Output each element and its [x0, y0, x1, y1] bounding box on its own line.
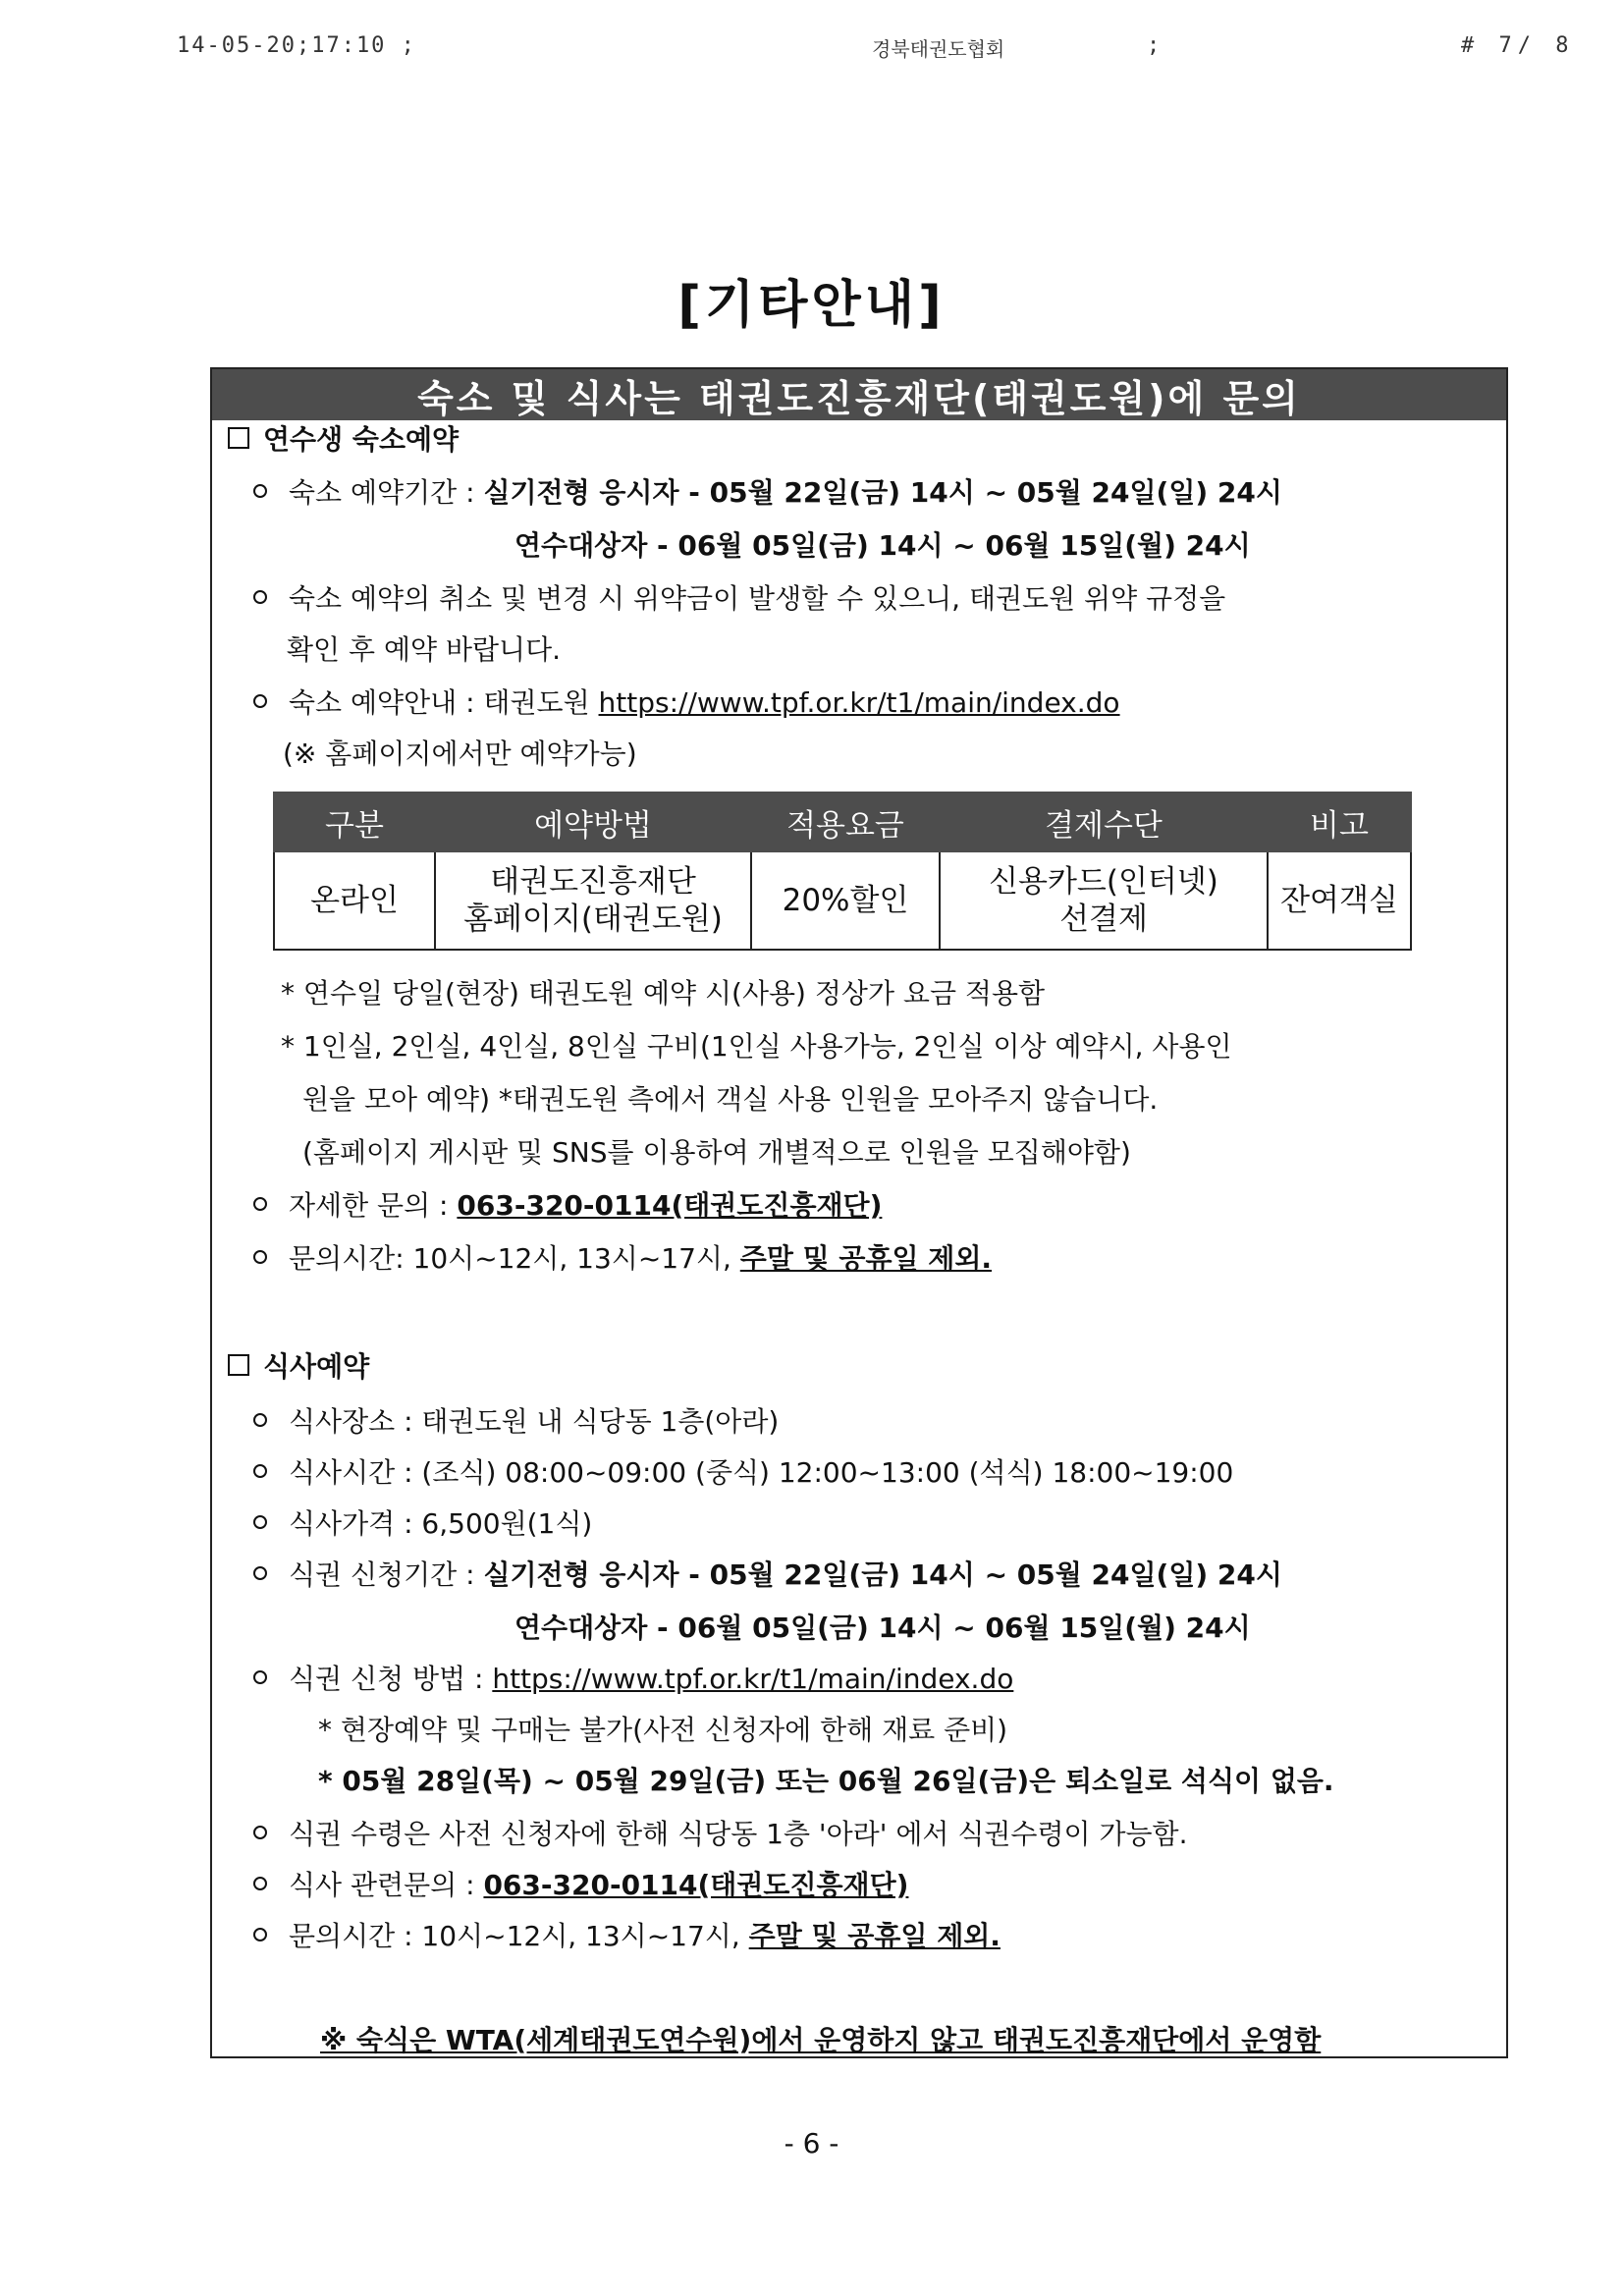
lodging-note-1: * 연수일 당일(현장) 태권도원 예약 시(사용) 정상가 요금 적용함 — [281, 977, 1046, 1010]
meal-period-label: 식권 신청기간 : — [289, 1558, 484, 1591]
meal-price-text: 식사가격 : 6,500원(1식) — [289, 1507, 593, 1540]
lodging-period-label: 숙소 예약기간 : — [289, 476, 484, 509]
table-header: 구분 — [274, 793, 435, 851]
meal-heading — [228, 1345, 369, 1385]
lodging-cancel-2: 확인 후 예약 바랍니다. — [287, 633, 562, 666]
fax-timestamp: 14-05-20;17:10 ; — [177, 33, 416, 58]
meal-hours-label: 문의시간 : 10시~12시, 13시~17시, — [289, 1920, 749, 1952]
fax-separator: ; — [1147, 33, 1161, 58]
table-header: 비고 — [1268, 793, 1411, 851]
meal-time — [253, 1451, 1233, 1491]
table-row — [274, 851, 1411, 950]
meal-contact — [253, 1864, 908, 1903]
box-header: 숙소 및 식사는 태권도진흥재단(태권도원)에 문의 — [212, 369, 1506, 420]
lodging-hours-label: 문의시간: 10시~12시, 13시~17시, — [289, 1242, 740, 1275]
fax-sender: 경북태권도협회 — [872, 37, 1005, 61]
table-cell: 20%할인 — [751, 851, 940, 950]
table-cell: 신용카드(인터넷) 선결제 — [940, 851, 1268, 950]
meal-contact-label: 식사 관련문의 : — [289, 1869, 484, 1901]
table-header: 적용요금 — [751, 793, 940, 851]
meal-period — [253, 1554, 1282, 1593]
meal-time-text: 식사시간 : (조식) 08:00~09:00 (중식) 12:00~13:00 (석식) 18:00~19:00 — [289, 1456, 1234, 1489]
bullet-icon — [253, 484, 267, 498]
meal-reservation-link[interactable]: https://www.tpf.or.kr/t1/main/index.do — [492, 1663, 1014, 1695]
lodging-note-4: (홈페이지 게시판 및 SNS를 이용하여 개별적으로 인원을 모집해야함) — [302, 1136, 1131, 1169]
checkbox-icon — [228, 1354, 249, 1376]
lodging-period — [253, 471, 1282, 511]
fax-page-count: # 7/ 8 — [1461, 33, 1575, 58]
lodging-info-note: (※ 홈페이지에서만 예약가능) — [283, 738, 637, 770]
meal-place-text: 식사장소 : 태권도원 내 식당동 1층(아라) — [289, 1405, 780, 1438]
lodging-hours-except: 주말 및 공휴일 제외. — [739, 1242, 993, 1275]
lodging-info — [253, 682, 1120, 721]
bullet-icon — [253, 1928, 267, 1941]
meal-hours — [253, 1915, 1001, 1954]
meal-place — [253, 1400, 779, 1440]
bullet-icon — [253, 1566, 267, 1580]
lodging-period-1: 실기전형 응시자 - 05월 22일(금) 14시 ~ 05월 24일(일) 24시 — [483, 476, 1282, 509]
meal-method-label: 식권 신청 방법 : — [289, 1663, 493, 1695]
lodging-note-3: 원을 모아 예약) *태권도원 측에서 객실 사용 인원을 모아주지 않습니다. — [302, 1083, 1159, 1116]
lodging-cancel — [253, 577, 1225, 617]
lodging-contact-label: 자세한 문의 : — [289, 1189, 458, 1222]
bullet-icon — [253, 1515, 267, 1529]
meal-period-2: 연수대상자 - 06월 05일(금) 14시 ~ 06월 15일(월) 24시 — [514, 1612, 1251, 1644]
page-number: - 6 - — [784, 2127, 839, 2159]
footer-note: ※ 숙식은 WTA(세계태권도연수원)에서 운영하지 않고 태권도진흥재단에서 운영함 — [320, 2024, 1322, 2056]
bullet-icon — [253, 1877, 267, 1890]
lodging-note-2: * 1인실, 2인실, 4인실, 8인실 구비(1인실 사용가능, 2인실 이상 예약시, 사용인 — [281, 1030, 1232, 1063]
lodging-contact — [253, 1184, 882, 1224]
meal-contact-value: 063-320-0114(태권도진흥재단) — [483, 1869, 909, 1901]
meal-note-2: * 05월 28일(목) ~ 05월 29일(금) 또는 06월 26일(금)은 퇴소일로 석식이 없음. — [318, 1765, 1334, 1797]
table-cell: 온라인 — [274, 851, 435, 950]
bullet-icon — [253, 1197, 267, 1211]
lodging-reservation-link[interactable]: https://www.tpf.or.kr/t1/main/index.do — [598, 686, 1120, 719]
table-cell: 태권도진흥재단 홈페이지(태권도원) — [435, 851, 751, 950]
meal-heading-text: 식사예약 — [263, 1350, 370, 1383]
table-header: 결제수단 — [940, 793, 1268, 851]
table-header: 예약방법 — [435, 793, 751, 851]
lodging-contact-value: 063-320-0114(태권도진흥재단) — [457, 1189, 883, 1222]
meal-method — [253, 1658, 1013, 1697]
lodging-hours — [253, 1237, 992, 1277]
table-cell: 잔여객실 — [1268, 851, 1411, 950]
lodging-heading — [228, 418, 459, 458]
meal-period-1: 실기전형 응시자 - 05월 22일(금) 14시 ~ 05월 24일(일) 24시 — [483, 1558, 1282, 1591]
bullet-icon — [253, 1826, 267, 1839]
page-title: [기타안내] — [677, 276, 946, 335]
lodging-cancel-1: 숙소 예약의 취소 및 변경 시 위약금이 발생할 수 있으니, 태권도원 위약 규정을 — [289, 582, 1226, 615]
meal-hours-except: 주말 및 공휴일 제외. — [748, 1920, 1001, 1952]
bullet-icon — [253, 694, 267, 708]
lodging-heading-text: 연수생 숙소예약 — [263, 423, 460, 456]
lodging-period-2: 연수대상자 - 06월 05일(금) 14시 ~ 06월 15일(월) 24시 — [514, 529, 1251, 562]
checkbox-icon — [228, 427, 249, 449]
bullet-icon — [253, 1670, 267, 1684]
table-header-row — [274, 793, 1411, 851]
meal-receive-text: 식권 수령은 사전 신청자에 한해 식당동 1층 '아라' 에서 식권수령이 가능함. — [289, 1818, 1188, 1850]
lodging-info-label: 숙소 예약안내 : 태권도원 — [289, 686, 599, 719]
meal-price — [253, 1503, 592, 1542]
bullet-icon — [253, 1464, 267, 1478]
bullet-icon — [253, 1413, 267, 1427]
reservation-table — [273, 792, 1412, 951]
meal-receive — [253, 1813, 1188, 1852]
bullet-icon — [253, 590, 267, 604]
meal-note-1: * 현장예약 및 구매는 불가(사전 신청자에 한해 재료 준비) — [318, 1714, 1008, 1746]
fax-header — [0, 33, 1623, 73]
bullet-icon — [253, 1250, 267, 1264]
